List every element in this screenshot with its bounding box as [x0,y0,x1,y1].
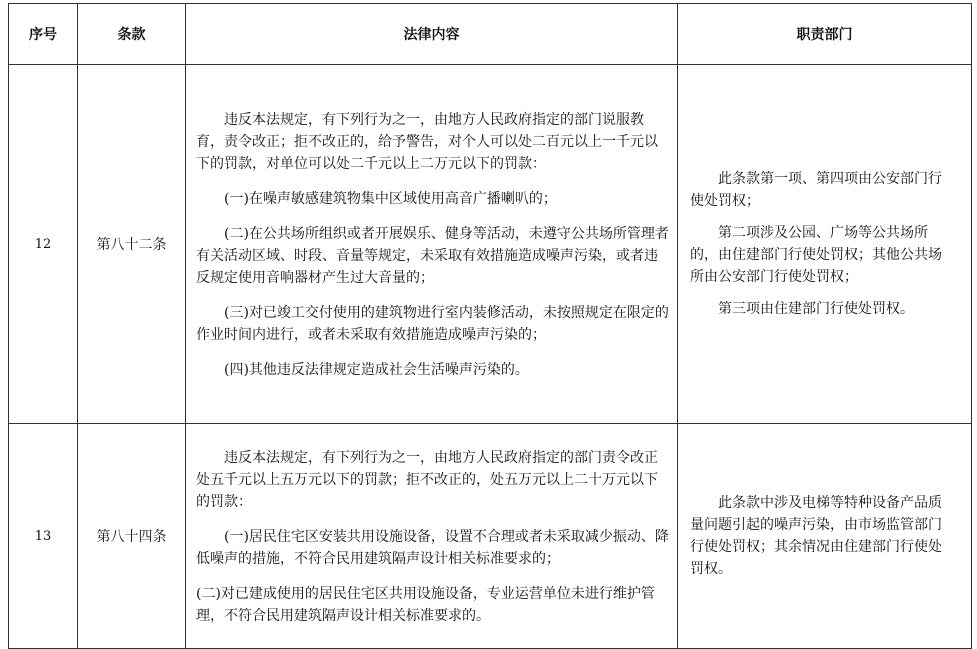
law-table [8,3,972,649]
content-paragraph: 违反本法规定，有下列行为之一，由地方人民政府指定的部门责令改正处五千元以上五万元以下的罚款；拒不改正的，处五万元以上二十万元以下的罚款： [196,450,658,510]
table-row [9,65,972,424]
dept-paragraph: 此条款第一项、第四项由公安部门行使处罚权； [690,171,942,209]
dept-paragraph: 第二项涉及公园、广场等公共场所的，由住建部门行使处罚权；其他公共场所由公安部门行使处罚权； [690,225,942,285]
table-row [9,424,972,649]
content-item: (二)在公共场所组织或者开展娱乐、健身等活动，未遵守公共场所管理者有关活动区域、时段、音量等规定，未采取有效措施造成噪声污染，或者违反规定使用音响器材产生过大音量的； [196,226,669,286]
dept-paragraph: 第三项由住建部门行使处罚权。 [718,301,914,317]
header-num: 序号 [9,4,78,65]
content-item: (二)对已建成使用的居民住宅区共用设施设备，专业运营单位未进行维护管理，不符合民用建筑隔声设计相关标准要求的。 [196,586,655,624]
row-content [186,424,678,649]
content-item: (一)居民住宅区安装共用设施设备，设置不合理或者未采取减少振动、降低噪声的措施，不符合民用建筑隔声设计相关标准要求的； [196,529,669,567]
row-article: 第八十二条 [78,65,186,424]
header-article: 条款 [78,4,186,65]
dept-paragraph: 此条款中涉及电梯等特种设备产品质量问题引起的噪声污染，由市场监管部门行使处罚权；其余情况由住建部门行使处罚权。 [690,495,942,577]
row-dept [678,424,972,649]
header-content: 法律内容 [186,4,678,65]
row-content [186,65,678,424]
content-item: (三)对已竣工交付使用的建筑物进行室内装修活动，未按照规定在限定的作业时间内进行，或者未采取有效措施造成噪声污染的； [196,305,669,343]
row-dept [678,65,972,424]
content-item: (一)在噪声敏感建筑物集中区域使用高音广播喇叭的； [224,191,557,207]
content-paragraph: 违反本法规定，有下列行为之一，由地方人民政府指定的部门说服教育，责令改正；拒不改正的，给予警告，对个人可以处二百元以上一千元以下的罚款，对单位可以处二千元以上二万元以下的罚款： [196,112,658,172]
row-num: 13 [9,424,78,649]
content-item: (四)其他违反法律规定造成社会生活噪声污染的。 [224,362,529,378]
row-num: 12 [9,65,78,424]
row-article: 第八十四条 [78,424,186,649]
header-row [9,4,972,65]
header-dept: 职责部门 [678,4,972,65]
